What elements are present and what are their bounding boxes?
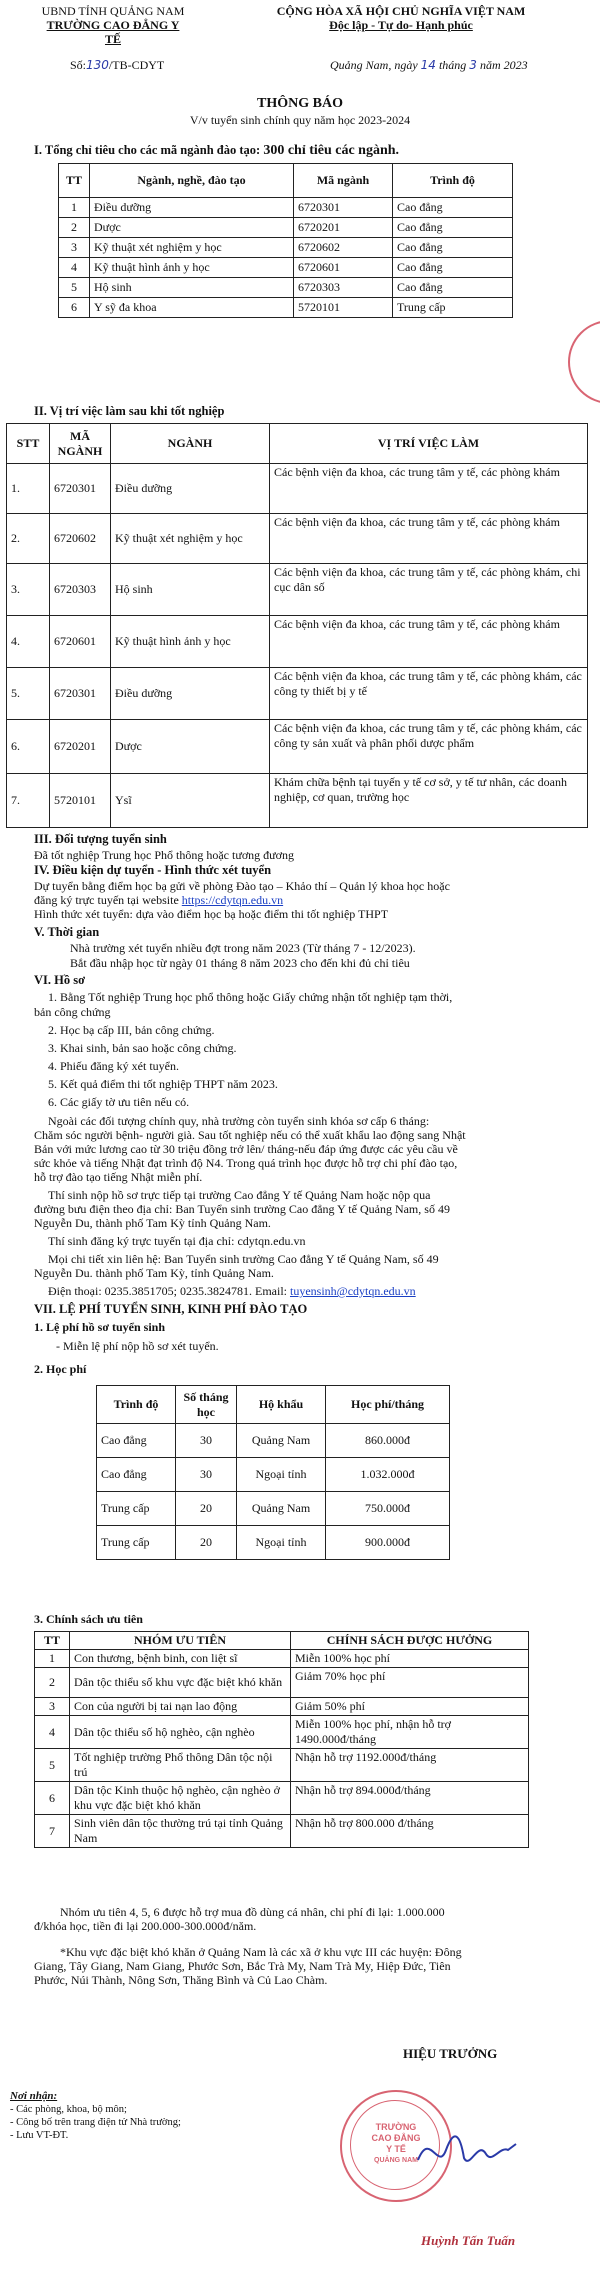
table-row: 7. 5720101 Ysĩ Khám chữa bệnh tại tuyến y tế cơ sở, y tế tư nhân, các doanh nghiệp, cơ quan, trường học	[7, 774, 588, 828]
online-registration: Thí sinh đăng ký trực tuyến tại địa chỉ: cdytqn.edu.vn	[48, 1234, 306, 1248]
document-item: 4. Phiếu đăng ký xét tuyển.	[48, 1059, 179, 1073]
table-row: 2. 6720602 Kỹ thuật xét nghiệm y học Các bệnh viện đa khoa, các trung tâm y tế, các phòng khám	[7, 514, 588, 564]
document-subtitle: V/v tuyển sinh chính quy năm học 2023-2024	[189, 113, 411, 127]
table-row: 5 Tốt nghiệp trường Phổ thông Dân tộc nội trú Nhận hỗ trợ 1192.000đ/tháng	[35, 1749, 529, 1782]
table-row: 1. 6720301 Điều dưỡng Các bệnh viện đa khoa, các trung tâm y tế, các phòng khám	[7, 464, 588, 514]
contact-line: Điện thoại: 0235.3851705; 0235.3824781. Email: tuyensinh@cdytqn.edu.vn	[48, 1284, 416, 1298]
signatory-title: HIỆU TRƯỞNG	[403, 2046, 498, 2061]
fee-subheading: 1. Lệ phí hồ sơ tuyển sinh	[34, 1320, 166, 1334]
table-row: 7 Sinh viên dân tộc thường trú tại tỉnh Quảng Nam Nhận hỗ trợ 800.000 đ/tháng	[35, 1815, 529, 1848]
paragraph-line: Chăm sóc người bệnh- người già. Sau tốt nghiệp nếu có thể xuất khẩu lao động sang Nhật	[34, 1128, 466, 1142]
section-1-heading: I. Tổng chỉ tiêu cho các mã ngành đào tạo: 300 chỉ tiêu các ngành.	[34, 143, 400, 158]
section-5-line-1: Nhà trường xét tuyển nhiều đợt trong năm 2023 (Từ tháng 7 - 12/2023).	[70, 941, 416, 955]
handwritten-day: 14	[420, 58, 436, 72]
partial-stamp-top	[568, 320, 600, 404]
paragraph-line: Mọi chi tiết xin liên hệ: Ban Tuyển sinh trường Cao đẳng Y tế Quảng Nam, số 49	[48, 1252, 439, 1266]
table-row: 2 Dân tộc thiểu số khu vực đặc biệt khó khăn Giảm 70% học phí	[35, 1668, 529, 1698]
handwritten-month: 3	[469, 58, 477, 72]
paragraph-line: Nguyễn Du. thành phố Tam Kỳ, tỉnh Quảng Nam.	[34, 1266, 274, 1280]
table-row: Trung cấp 20 Quảng Nam 750.000đ	[97, 1492, 450, 1526]
section-3-heading: III. Đối tượng tuyển sinh	[34, 832, 167, 846]
document-item: 6. Các giấy tờ ưu tiên nếu có.	[48, 1095, 190, 1109]
table-row: 2 Dược 6720201 Cao đẳng	[59, 218, 513, 238]
document-item: 3. Khai sinh, bản sao hoặc công chứng.	[48, 1041, 237, 1055]
table-row: 3 Kỹ thuật xét nghiệm y học 6720602 Cao đẳng	[59, 238, 513, 258]
email-link[interactable]: tuyensinh@cdytqn.edu.vn	[289, 1284, 416, 1298]
paragraph-line: đường bưu điện theo địa chỉ: Ban Tuyển sinh trường Cao đẳng Y tế Quảng Nam, số 49	[34, 1202, 450, 1216]
note-line: đ/khóa học, tiền đi lại 200.000-300.000đ/năm.	[34, 1919, 257, 1933]
note-line: *Khu vực đặc biệt khó khăn ở Quảng Nam là các xã ở khu vực III các huyện: Đông	[60, 1945, 462, 1959]
document-item: 1. Bằng Tốt nghiệp Trung học phổ thông hoặc Giấy chứng nhận tốt nghiệp tạm thời,	[48, 990, 453, 1004]
table-row: 4 Dân tộc thiểu số hộ nghèo, cận nghèo Miễn 100% học phí, nhận hỗ trợ 1490.000đ/tháng	[35, 1716, 529, 1749]
quota-table	[58, 163, 513, 318]
online-site-link[interactable]: cdytqn.edu.vn	[237, 1234, 306, 1248]
recipient-item: - Lưu VT-ĐT.	[10, 2130, 69, 2141]
document-item: 5. Kết quả điểm thi tốt nghiệp THPT năm 2023.	[48, 1077, 278, 1091]
section-6-heading: VI. Hồ sơ	[34, 973, 86, 987]
table-row: 3. 6720303 Hộ sinh Các bệnh viện đa khoa, các trung tâm y tế, các phòng khám, chi cục dân số	[7, 564, 588, 616]
national-motto: Độc lập - Tự do- Hạnh phúc	[329, 18, 473, 32]
recipients-label: Nơi nhận:	[10, 2090, 58, 2102]
tuition-subheading: 2. Học phí	[34, 1362, 87, 1376]
table-header-row: TT NHÓM ƯU TIÊN CHÍNH SÁCH ĐƯỢC HƯỞNG	[35, 1632, 529, 1650]
handwritten-signature	[412, 2120, 522, 2180]
website-link[interactable]: https://cdytqn.edu.vn	[181, 893, 284, 907]
table-header-row: TT Ngành, nghề, đào tạo Mã ngành Trình độ	[59, 164, 513, 198]
paragraph-line: Nguyễn Du, thành phố Tam Kỳ tỉnh Quảng Nam.	[34, 1216, 271, 1230]
school-name: TRƯỜNG CAO ĐẲNG Y TẾ	[46, 18, 180, 46]
table-row: 6 Dân tộc Kinh thuộc hộ nghèo, cận nghèo ở khu vực đặc biệt khó khăn Nhận hỗ trợ 894.000đ/tháng	[35, 1782, 529, 1815]
note-line: Nhóm ưu tiên 4, 5, 6 được hỗ trợ mua đồ dùng cá nhân, chi phí đi lại: 1.000.000	[60, 1905, 445, 1919]
note-line: Giang, Tây Giang, Nam Giang, Phước Sơn, Bắc Trà My, Nam Trà My, Hiệp Đức, Tiên	[34, 1959, 451, 1973]
paragraph-line: Ngoài các đối tượng chính quy, nhà trường còn tuyển sinh khóa sơ cấp 6 tháng:	[48, 1114, 430, 1128]
recipient-item: - Các phòng, khoa, bộ môn;	[10, 2104, 127, 2115]
section-4-line-3: Hình thức xét tuyển: dựa vào điểm học bạ hoặc điểm thi tốt nghiệp THPT	[34, 907, 389, 921]
table-row: 5 Hộ sinh 6720303 Cao đẳng	[59, 278, 513, 298]
stamp-text: TRƯỜNG CAO ĐẲNG Y TẾ QUẢNG NAM	[371, 2122, 421, 2164]
signatory-name: Huỳnh Tấn Tuấn	[421, 2233, 516, 2248]
paragraph-line: Bản với mức lương cao từ 30 triệu đồng trở lên/ tháng-nếu đáp ứng được các yêu cầu về	[34, 1142, 458, 1156]
priority-table	[34, 1631, 529, 1848]
table-row: Cao đẳng 30 Ngoại tỉnh 1.032.000đ	[97, 1458, 450, 1492]
section-4-line-1: Dự tuyển bằng điểm học bạ gửi về phòng Đào tạo – Khảo thí – Quản lý khoa học hoặc	[34, 879, 450, 893]
table-row: 5. 6720301 Điều dưỡng Các bệnh viện đa khoa, các trung tâm y tế, các phòng khám, các công ty thiết bị y tế	[7, 668, 588, 720]
fee-text: - Miễn lệ phí nộp hồ sơ xét tuyển.	[56, 1339, 219, 1353]
table-row: 4. 6720601 Kỹ thuật hình ảnh y học Các bệnh viện đa khoa, các trung tâm y tế, các phòng khám	[7, 616, 588, 668]
table-row: 1 Điều dưỡng 6720301 Cao đẳng	[59, 198, 513, 218]
issuer-block	[38, 4, 188, 46]
table-row: Cao đẳng 30 Quảng Nam 860.000đ	[97, 1424, 450, 1458]
section-4-heading: IV. Điều kiện dự tuyển - Hình thức xét tuyển	[34, 863, 272, 877]
section-3-text: Đã tốt nghiệp Trung học Phổ thông hoặc tương đương	[34, 848, 295, 862]
republic-name: CỘNG HÒA XÃ HỘI CHỦ NGHĨA VIỆT NAM	[276, 4, 526, 18]
handwritten-number: 130	[86, 58, 109, 72]
document-item: bản công chứng	[34, 1005, 111, 1019]
paragraph-line: sức khỏe và tiếng Nhật đạt trình độ N4. Trong quá trình học được hỗ trợ chi phí đào tạo,	[34, 1156, 458, 1170]
national-header	[276, 4, 526, 32]
place-date: Quảng Nam, ngày 14 tháng 3 năm 2023	[330, 58, 528, 72]
section-5-line-2: Bắt đầu nhập học từ ngày 01 tháng 8 năm 2023 cho đến khi đủ chỉ tiêu	[70, 956, 410, 970]
recipient-item: - Công bố trên trang điện tử Nhà trường;	[10, 2117, 181, 2128]
recipients-block	[10, 2090, 181, 2142]
table-row: 1 Con thương, bệnh binh, con liệt sĩ Miễn 100% học phí	[35, 1650, 529, 1668]
paragraph-line: hỗ trợ đào tạo tiếng Nhật miễn phí.	[34, 1170, 203, 1184]
table-row: 6. 6720201 Dược Các bệnh viện đa khoa, các trung tâm y tế, các phòng khám, các công ty sản xuất và phân phối dược phẩm	[7, 720, 588, 774]
note-line: Phước, Núi Thành, Nông Sơn, Thăng Bình và Củ Lao Chàm.	[34, 1973, 328, 1987]
priority-subheading: 3. Chính sách ưu tiên	[34, 1612, 143, 1626]
table-row: 3 Con của người bị tai nạn lao động Giảm 50% phí	[35, 1698, 529, 1716]
section-5-heading: V. Thời gian	[34, 925, 100, 939]
table-row: Trung cấp 20 Ngoại tỉnh 900.000đ	[97, 1526, 450, 1560]
agency-name: UBND TỈNH QUẢNG NAM	[41, 4, 185, 18]
table-header-row: STT MÃ NGÀNH NGÀNH VỊ TRÍ VIỆC LÀM	[7, 424, 588, 464]
document-number: Số:130/TB-CDYT	[70, 58, 165, 72]
section-7-heading: VII. LỆ PHÍ TUYỂN SINH, KINH PHÍ ĐÀO TẠO	[34, 1302, 308, 1316]
section-4-line-2: đăng ký trực tuyến tại website https://cdytqn.edu.vn	[34, 893, 284, 907]
tuition-table	[96, 1385, 450, 1560]
document-title: THÔNG BÁO	[257, 96, 343, 111]
table-header-row: Trình độ Số tháng học Hộ khẩu Học phí/tháng	[97, 1386, 450, 1424]
jobs-table	[6, 423, 588, 828]
table-row: 6 Y sỹ đa khoa 5720101 Trung cấp	[59, 298, 513, 318]
document-item: 2. Học bạ cấp III, bản công chứng.	[48, 1023, 215, 1037]
section-2-heading: II. Vị trí việc làm sau khi tốt nghiệp	[34, 404, 225, 418]
paragraph-line: Thí sinh nộp hồ sơ trực tiếp tại trường Cao đẳng Y tế Quảng Nam hoặc nộp qua	[48, 1188, 431, 1202]
table-row: 4 Kỹ thuật hình ảnh y học 6720601 Cao đẳng	[59, 258, 513, 278]
